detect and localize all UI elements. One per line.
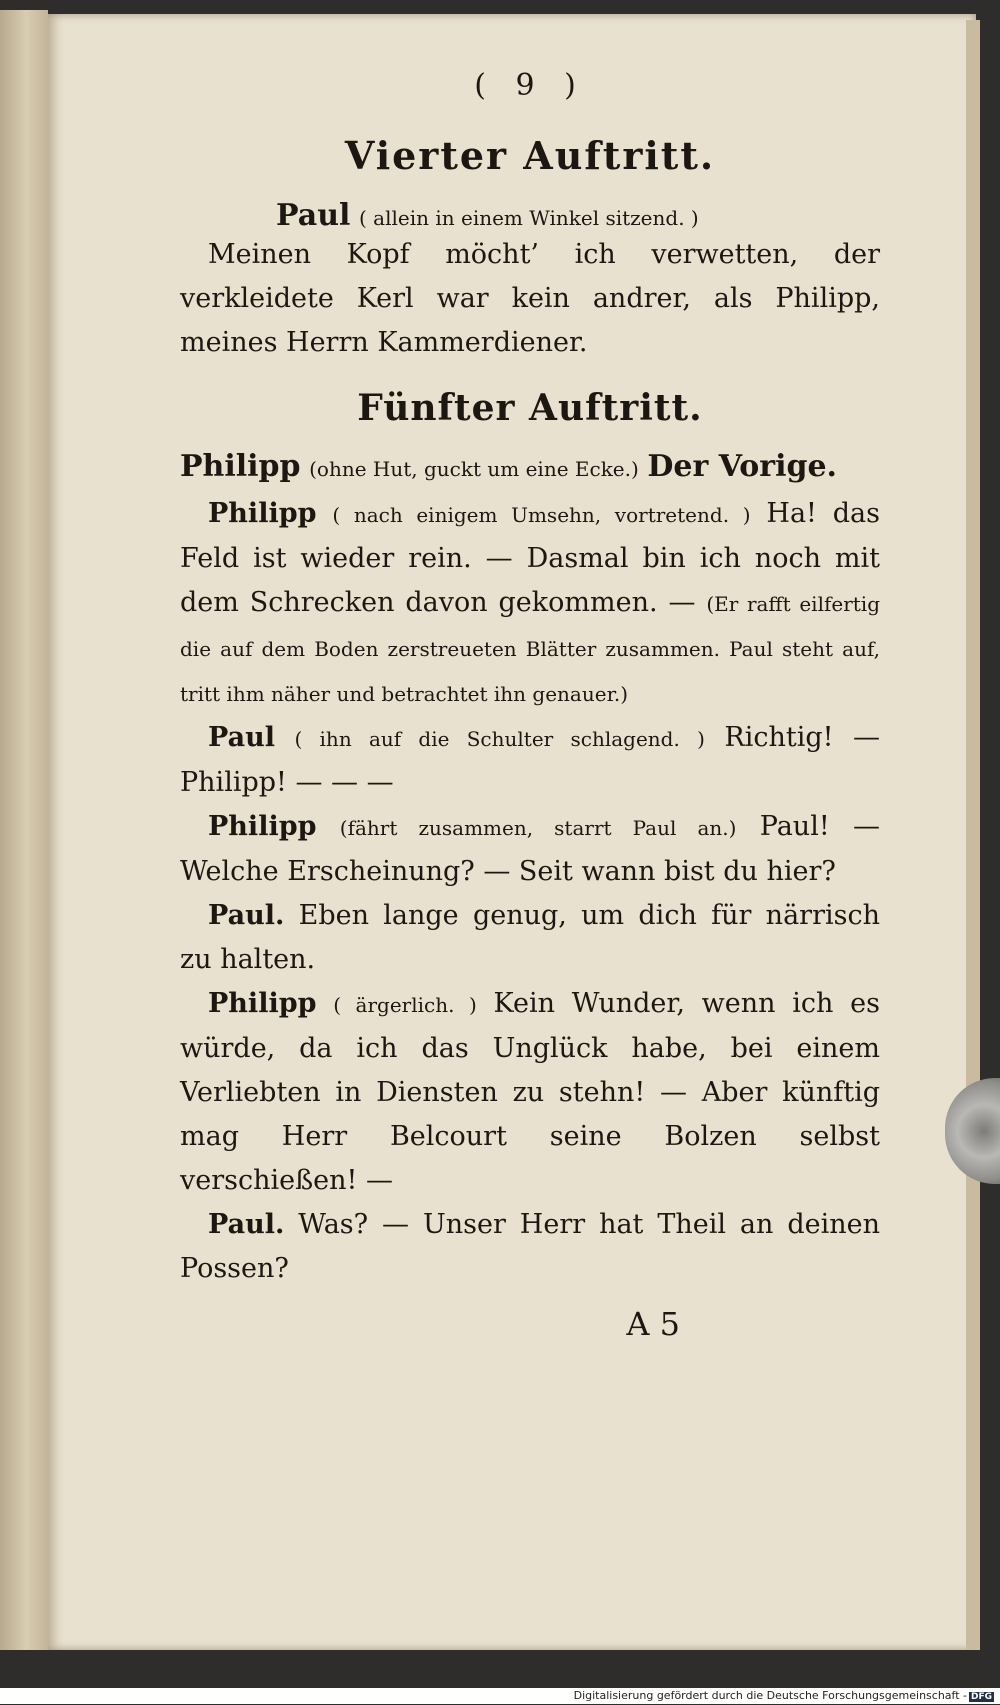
speaker-name: Paul. bbox=[208, 900, 285, 931]
dialogue-text: Was? — Unser Herr hat Theil an deinen Possen? bbox=[180, 1209, 880, 1284]
cast-name: Philipp bbox=[180, 449, 301, 484]
dialogue-line bbox=[180, 894, 880, 982]
scene-4-speech: Meinen Kopf möcht’ ich verwetten, der verkleidete Kerl war kein andrer, als Philipp, meines Herrn Kammerdiener. bbox=[180, 239, 880, 358]
dialogue-line bbox=[180, 982, 880, 1203]
page-number: ( 9 ) bbox=[474, 68, 586, 103]
dialogue-text: Ha! das Feld ist wieder rein. — Dasmal bin ich noch mit dem Schrecken davon gekommen. — bbox=[180, 498, 881, 618]
cast-other: Der Vorige. bbox=[647, 449, 838, 484]
stage-direction: ( nach einigem Umsehn, vortretend. ) bbox=[332, 503, 751, 527]
footer-text: Digitalisierung gefördert durch die Deutsche Forschungsgemeinschaft - bbox=[573, 1689, 967, 1702]
scene-4-cast bbox=[180, 198, 880, 233]
stage-direction: (Er rafft eilfertig die auf dem Boden zerstreueten Blätter zusammen. Paul steht auf, tritt ihm näher und betrachtet ihn genauer.) bbox=[180, 592, 880, 706]
page-text bbox=[180, 68, 880, 1343]
left-page-edge bbox=[0, 10, 48, 1650]
dialogue-line bbox=[180, 716, 880, 805]
speaker-name: Paul. bbox=[208, 1209, 285, 1240]
scene-5-cast bbox=[180, 449, 880, 484]
stage-direction: (fährt zusammen, starrt Paul an.) bbox=[339, 816, 737, 840]
stage-direction: ( ärgerlich. ) bbox=[333, 993, 477, 1017]
cast-name: Paul bbox=[276, 198, 351, 233]
scene-4-title: Vierter Auftritt. bbox=[344, 133, 716, 178]
signature-mark: A 5 bbox=[626, 1305, 680, 1343]
cast-stage-direction: ( allein in einem Winkel sitzend. ) bbox=[359, 206, 699, 230]
dialogue-line bbox=[180, 805, 880, 894]
speaker-name: Philipp bbox=[208, 811, 317, 842]
right-page-edge bbox=[966, 20, 980, 1650]
dialogue-text: Richtig! — Philipp! — — — bbox=[180, 722, 880, 798]
stage-direction: ( ihn auf die Schulter schlagend. ) bbox=[294, 727, 705, 751]
speaker-name: Philipp bbox=[208, 498, 317, 529]
speaker-name: Paul bbox=[208, 722, 275, 753]
dialogue-text: Paul! — Welche Erscheinung? — Seit wann bist du hier? bbox=[180, 811, 880, 887]
dialogue-line bbox=[180, 1203, 880, 1291]
footer-credit bbox=[0, 1688, 1000, 1704]
cast-stage-direction: (ohne Hut, guckt um eine Ecke.) bbox=[309, 457, 639, 481]
speaker-name: Philipp bbox=[208, 988, 317, 1019]
dfg-logo: DFG bbox=[970, 1692, 992, 1702]
dialogue-text: Eben lange genug, um dich für närrisch zu halten. bbox=[180, 900, 880, 975]
dialogue-line bbox=[180, 492, 880, 716]
scene-5-title: Fünfter Auftritt. bbox=[357, 387, 703, 429]
dialogue-text: Kein Wunder, wenn ich es würde, da ich das Unglück habe, bei einem Verliebten in Diensten zu stehn! — Aber künftig mag Herr Belcourt seine Bolzen selbst verschießen! — bbox=[180, 988, 880, 1196]
